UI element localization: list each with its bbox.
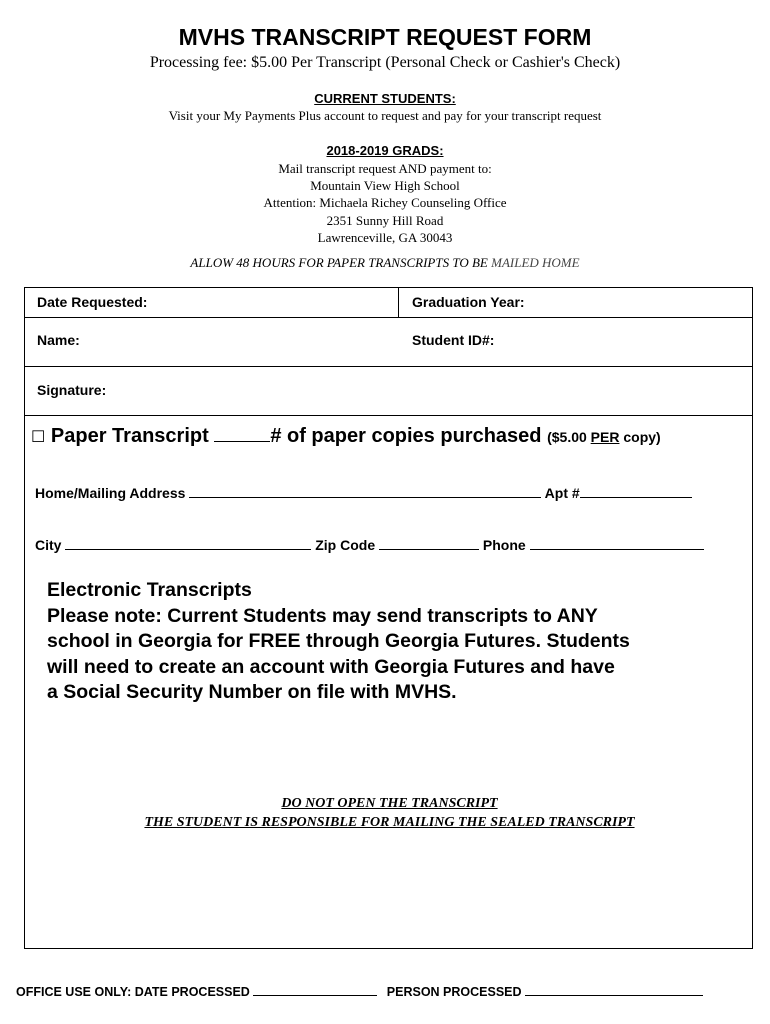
electronic-line-1: Please note: Current Students may send transcripts to ANY: [47, 604, 598, 627]
graduation-year-label[interactable]: Graduation Year:: [412, 294, 525, 310]
warning-do-not-open: DO NOT OPEN THE TRANSCRIPT: [281, 796, 498, 811]
warning-student-responsible: THE STUDENT IS RESPONSIBLE FOR MAILING THE SEALED TRANSCRIPT: [144, 815, 635, 830]
mail-line-3: Attention: Michaela Richey Counseling Office: [263, 195, 507, 210]
apt-label: Apt #: [544, 485, 580, 501]
electronic-line-3: will need to create an account with Georgia Futures and have: [47, 655, 615, 678]
office-person-label: PERSON PROCESSED: [386, 985, 522, 999]
allow-note-main: ALLOW 48 HOURS FOR PAPER TRANSCRIPTS TO BE: [190, 255, 488, 270]
paper-transcript-row: [31, 425, 661, 448]
phone-label: Phone: [482, 537, 526, 553]
paper-transcript-checkbox-icon[interactable]: ☐: [31, 429, 46, 446]
zip-label: Zip Code: [315, 537, 376, 553]
row-divider-3: [25, 415, 752, 416]
price-prefix: ($5.00: [547, 429, 587, 445]
current-students-heading: CURRENT STUDENTS:: [314, 91, 456, 106]
office-date-label: OFFICE USE ONLY: DATE PROCESSED: [16, 985, 250, 999]
city-label: City: [35, 537, 62, 553]
electronic-line-2: school in Georgia for FREE through Georgia Futures. Students: [47, 630, 630, 652]
mail-line-5: Lawrenceville, GA 30043: [317, 230, 453, 245]
processing-fee: Processing fee: $5.00 Per Transcript (Personal Check or Cashier's Check): [149, 54, 621, 71]
allow-note-tail: MAILED HOME: [491, 255, 580, 270]
phone-blank[interactable]: [530, 535, 704, 550]
address-row: [35, 483, 692, 501]
home-address-label: Home/Mailing Address: [35, 485, 186, 501]
form-title: MVHS TRANSCRIPT REQUEST FORM: [178, 24, 592, 50]
home-address-blank[interactable]: [189, 483, 541, 498]
city-blank[interactable]: [65, 535, 311, 550]
date-requested-label[interactable]: Date Requested:: [37, 294, 148, 310]
paper-transcript-label: Paper Transcript: [50, 425, 209, 447]
mail-line-1: Mail transcript request AND payment to:: [278, 161, 492, 176]
student-id-label[interactable]: Student ID#:: [412, 332, 495, 348]
office-use-row: [16, 983, 703, 999]
city-row: [35, 535, 704, 553]
price-per: PER: [590, 429, 620, 445]
electronic-transcripts-note: [47, 578, 747, 706]
copies-label: # of paper copies purchased: [270, 425, 542, 447]
grads-heading: 2018-2019 GRADS:: [326, 143, 444, 158]
row-divider-2: [25, 366, 752, 367]
column-divider: [398, 288, 399, 317]
office-person-blank[interactable]: [525, 983, 703, 996]
signature-label[interactable]: Signature:: [37, 382, 107, 398]
name-label[interactable]: Name:: [37, 332, 80, 348]
office-date-blank[interactable]: [253, 983, 377, 996]
mail-line-4: 2351 Sunny Hill Road: [326, 213, 444, 228]
apt-blank[interactable]: [580, 483, 692, 498]
request-form-box: [24, 287, 753, 949]
row-divider-1: [25, 317, 752, 318]
current-students-text: Visit your My Payments Plus account to request and pay for your transcript request: [168, 108, 602, 123]
price-note: [547, 429, 661, 445]
copies-blank[interactable]: [214, 427, 270, 442]
price-suffix: copy): [623, 429, 661, 445]
zip-blank[interactable]: [379, 535, 479, 550]
electronic-line-4: a Social Security Number on file with MVHS.: [47, 681, 457, 703]
mail-line-2: Mountain View High School: [310, 178, 460, 193]
allow-note: [0, 255, 770, 271]
electronic-heading: Electronic Transcripts: [47, 579, 252, 601]
